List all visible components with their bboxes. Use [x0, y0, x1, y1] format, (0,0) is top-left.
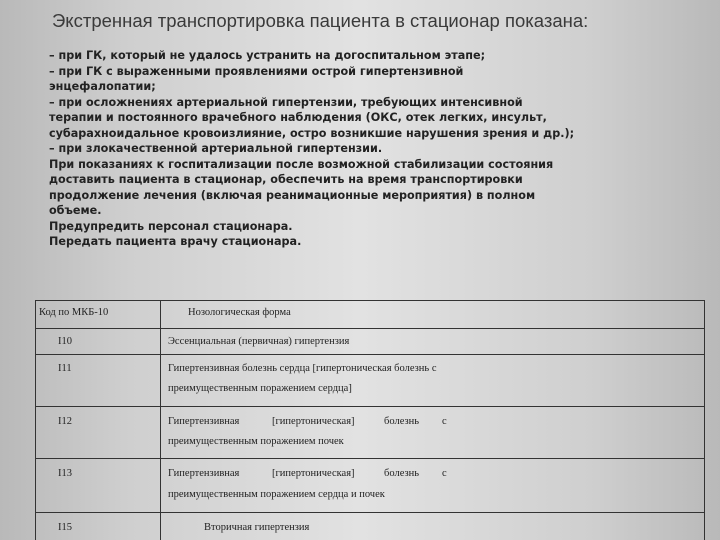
row-name: с: [442, 468, 447, 479]
table-border-right: [704, 300, 705, 540]
row-code: I11: [58, 363, 72, 374]
row-name: Эссенциальная (первичная) гипертензия: [168, 336, 350, 347]
table-row-divider: [35, 328, 705, 329]
row-name: преимущественным поражением сердца и почек: [168, 489, 385, 500]
table-border-left: [35, 300, 36, 540]
row-name: преимущественным поражением сердца]: [168, 383, 352, 394]
row-name: Вторичная гипертензия: [204, 522, 310, 533]
row-name: болезнь: [384, 468, 420, 479]
row-name: с: [442, 416, 447, 427]
row-name: [гипертоническая]: [272, 416, 355, 427]
table-column-divider: [160, 300, 161, 540]
table-row-divider: [35, 406, 705, 407]
row-name: Гипертензивная: [168, 468, 240, 479]
body-line: – при осложнениях артериальной гипертензии, требующих интенсивной: [49, 95, 523, 109]
body-line: При показаниях к госпитализации после возможной стабилизации состояния: [49, 157, 554, 171]
body-line: продолжение лечения (включая реанимационные мероприятия) в полном: [49, 188, 536, 202]
row-code: I12: [58, 416, 72, 427]
slide-title: Экстренная транспортировка пациента в стационар показана:: [52, 10, 589, 31]
row-code: I13: [58, 468, 72, 479]
row-name: Гипертензивная болезнь сердца [гипертоническая болезнь с: [168, 363, 437, 374]
icd-table: [35, 300, 705, 540]
table-row-divider: [35, 512, 705, 513]
body-line: Передать пациента врачу стационара.: [49, 235, 302, 248]
body-line: Предупредить персонал стационара.: [49, 219, 293, 233]
body-line: – при ГК, который не удалось устранить на догоспитальном этапе;: [49, 49, 486, 62]
body-line: энцефалопатии;: [49, 80, 156, 93]
body-line: доставить пациента в стационар, обеспечить на время транспортировки: [49, 173, 523, 186]
row-code: I15: [58, 522, 72, 533]
body-line: – при ГК с выраженными проявлениями острой гипертензивной: [49, 64, 464, 78]
row-code: I10: [58, 336, 72, 347]
table-row-divider: [35, 458, 705, 459]
body-text: [49, 48, 709, 250]
row-name: Гипертензивная: [168, 416, 240, 427]
body-line: – при злокачественной артериальной гипертензии.: [49, 142, 383, 155]
body-line: субарахноидальное кровоизлияние, остро возникшие нарушения зрения и др.);: [49, 126, 575, 140]
row-name: преимущественным поражением почек: [168, 436, 344, 447]
row-name: [гипертоническая]: [272, 468, 355, 479]
table-header-code: Код по МКБ-10: [39, 307, 109, 318]
row-name: болезнь: [384, 416, 420, 427]
body-line: объеме.: [49, 204, 102, 217]
table-header-form: Нозологическая форма: [188, 307, 291, 318]
table-border-top: [35, 300, 705, 301]
body-line: терапии и постоянного врачебного наблюдения (ОКС, отек легких, инсульт,: [49, 111, 547, 124]
table-row-divider: [35, 354, 705, 355]
